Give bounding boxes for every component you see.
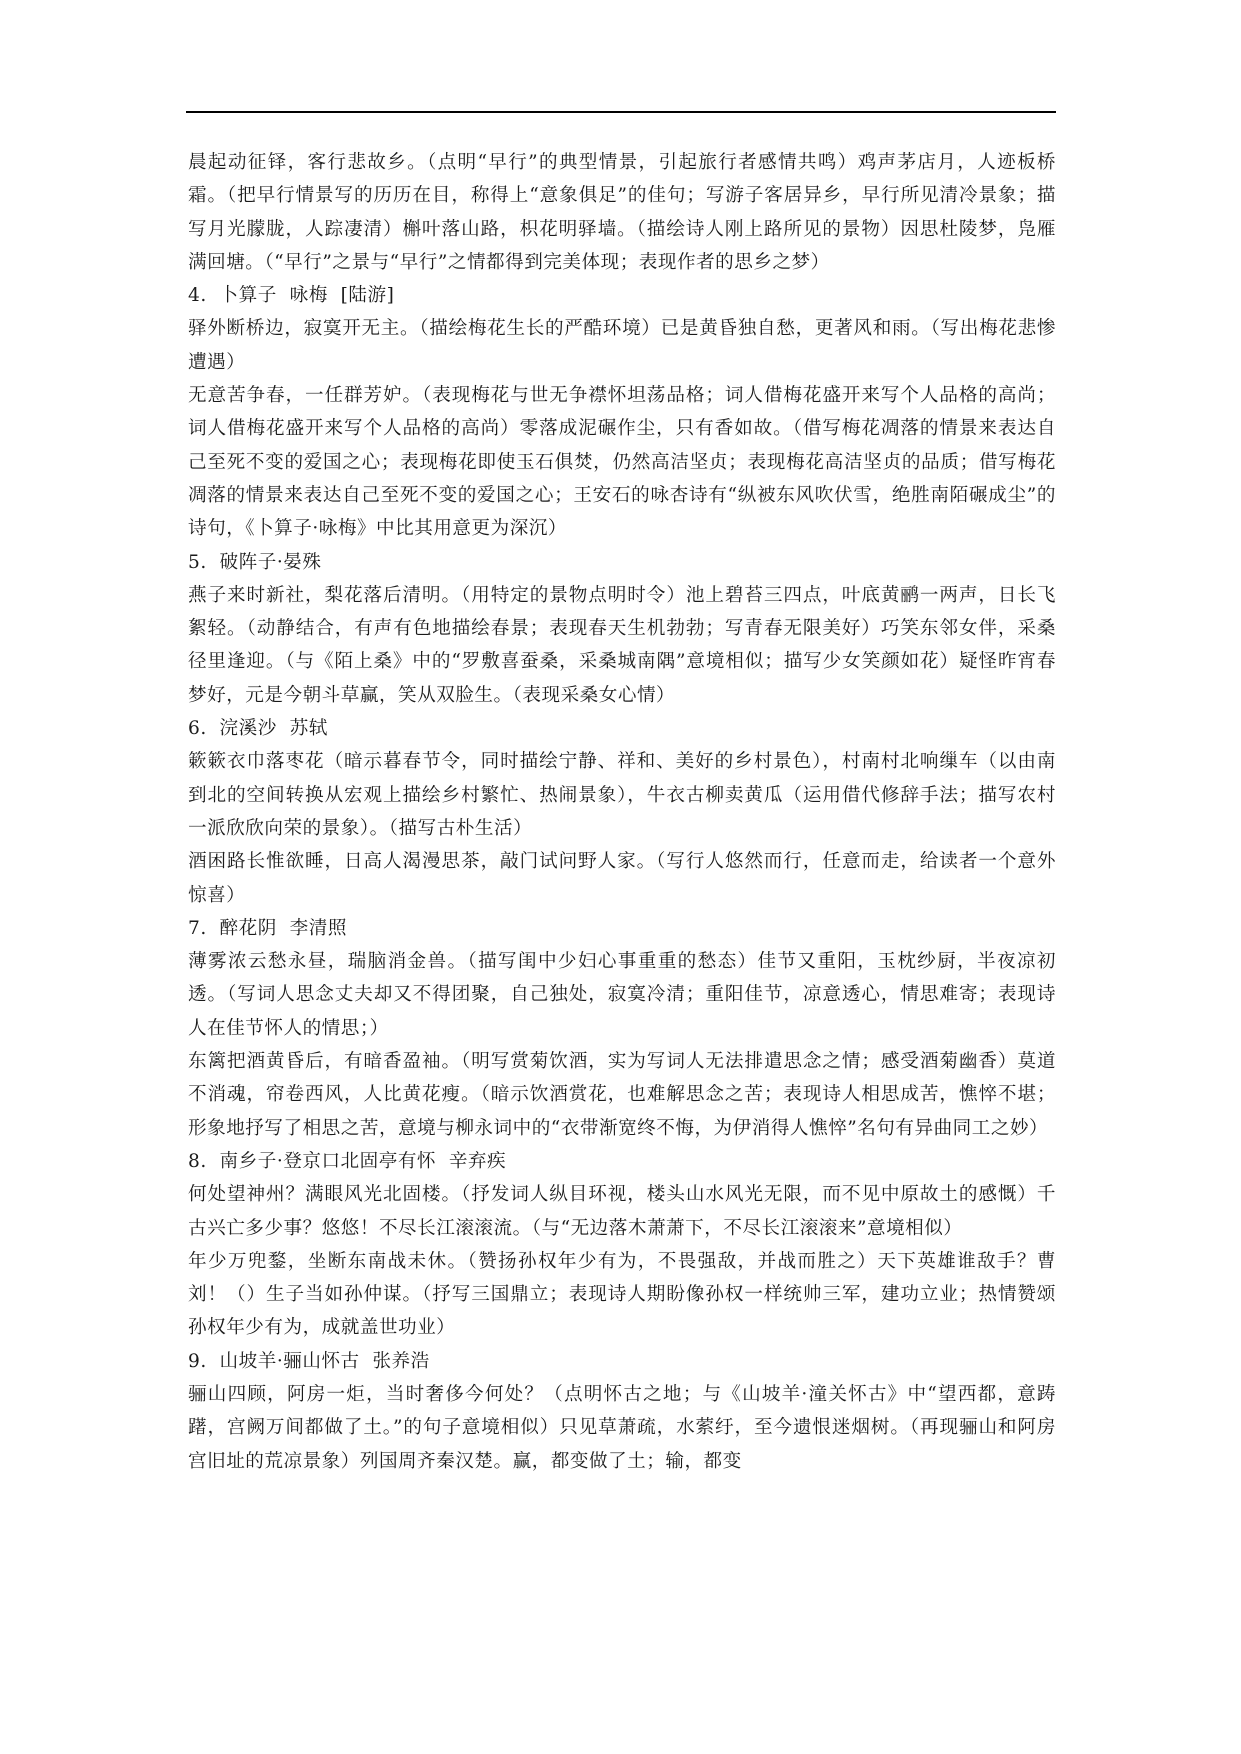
section-heading: 9. 山坡羊·骊山怀古 张养浩 xyxy=(188,1350,430,1372)
paragraph: 何处望神州？满眼风光北固楼。（抒发词人纵目环视，楼头山水风光无限，而不见中原故土的感慨）千古兴亡多少事？悠悠！不尽长江滚滚流。（与“无边落木萧萧下，不尽长江滚滚来”意境相似） xyxy=(188,1184,1056,1239)
section-heading: 6. 浣溪沙 苏轼 xyxy=(188,718,328,740)
paragraph: 驿外断桥边，寂寞开无主。（描绘梅花生长的严酷环境）已是黄昏独自愁，更著风和雨。（写出梅花悲惨遭遇） xyxy=(188,318,1056,373)
section-heading: 4. 卜算子 咏梅 [陆游] xyxy=(188,285,395,307)
paragraph: 晨起动征铎，客行悲故乡。（点明“早行”的典型情景，引起旅行者感情共鸣）鸡声茅店月，人迹板桥霜。（把早行情景写的历历在目，称得上“意象俱足”的佳句；写游子客居异乡，早行所见清冷景象；描写月光朦胧，人踪凄清）槲叶落山路，枳花明驿墙。（描绘诗人刚上路所见的景物）因思杜陵梦，凫雁满回塘。（“早行”之景与“早行”之情都得到完美体现；表现作者的思乡之梦） xyxy=(188,152,1056,273)
section-heading: 5. 破阵子·晏殊 xyxy=(188,551,322,573)
paragraph: 无意苦争春，一任群芳妒。（表现梅花与世无争襟怀坦荡品格；词人借梅花盛开来写个人品格的高尚；词人借梅花盛开来写个人品格的高尚）零落成泥碾作尘，只有香如故。（借写梅花凋落的情景来表达自己至死不变的爱国之心；表现梅花即使玉石俱焚，仍然高洁坚贞；表现梅花高洁坚贞的品质；借写梅花凋落的情景来表达自己至死不变的爱国之心；王安石的咏杏诗有“纵被东风吹伏雪，绝胜南陌碾成尘”的诗句，《卜算子·咏梅》中比其用意更为深沉） xyxy=(188,385,1056,540)
paragraph: 燕子来时新社，梨花落后清明。（用特定的景物点明时令）池上碧苔三四点，叶底黄鹂一两声，日长飞絮轻。（动静结合，有声有色地描绘春景；表现春天生机勃勃；写青春无限美好）巧笑东邻女伴，采桑径里逢迎。（与《陌上桑》中的“罗敷喜蚕桑，采桑城南隅”意境相似；描写少女笑颜如花）疑怪昨宵春梦好，元是今朝斗草赢，笑从双脸生。（表现采桑女心情） xyxy=(188,584,1056,706)
document-body xyxy=(188,146,1056,1478)
paragraph: 东篱把酒黄昏后，有暗香盈袖。（明写赏菊饮酒，实为写词人无法排遣思念之情；感受酒菊幽香）莫道不消魂，帘卷西风，人比黄花瘦。（暗示饮酒赏花，也难解思念之苦；表现诗人相思成苦，憔悴不堪；形象地抒写了相思之苦，意境与柳永词中的“衣带渐宽终不悔，为伊消得人憔悴”名句有异曲同工之妙） xyxy=(188,1051,1056,1139)
paragraph: 骊山四顾，阿房一炬，当时奢侈今何处？（点明怀古之地；与《山坡羊·潼关怀古》中“望西都，意踌躇，宫阙万间都做了土。”的句子意境相似）只见草萧疏，水萦纡，至今遗恨迷烟树。（再现骊山和阿房宫旧址的荒凉景象）列国周齐秦汉楚。赢，都变做了土；输，都变 xyxy=(188,1383,1056,1472)
paragraph: 簌簌衣巾落枣花（暗示暮春节令，同时描绘宁静、祥和、美好的乡村景色），村南村北响缫车（以由南到北的空间转换从宏观上描绘乡村繁忙、热闹景象），牛衣古柳卖黄瓜（运用借代修辞手法；描写农村一派欣欣向荣的景象）。（描写古朴生活） xyxy=(188,751,1056,839)
paragraph: 薄雾浓云愁永昼，瑞脑消金兽。（描写闺中少妇心事重重的愁态）佳节又重阳，玉枕纱厨，半夜凉初透。（写词人思念丈夫却又不得团聚，自己独处，寂寞冷清；重阳佳节，凉意透心，情思难寄；表现诗人在佳节怀人的情思；） xyxy=(188,951,1056,1039)
paragraph: 酒困路长惟欲睡，日高人渴漫思茶，敲门试问野人家。（写行人悠然而行，任意而走，给读者一个意外惊喜） xyxy=(188,851,1056,906)
header-rule xyxy=(186,111,1056,113)
section-heading: 7. 醉花阴 李清照 xyxy=(188,917,347,939)
paragraph: 年少万兜鍪，坐断东南战未休。（赞扬孙权年少有为，不畏强敌，并战而胜之）天下英雄谁敌手？曹刘！（）生子当如孙仲谋。（抒写三国鼎立；表现诗人期盼像孙权一样统帅三军，建功立业；热情赞颂孙权年少有为，成就盖世功业） xyxy=(188,1250,1056,1339)
section-heading: 8. 南乡子·登京口北固亭有怀 辛弃疾 xyxy=(188,1150,507,1172)
